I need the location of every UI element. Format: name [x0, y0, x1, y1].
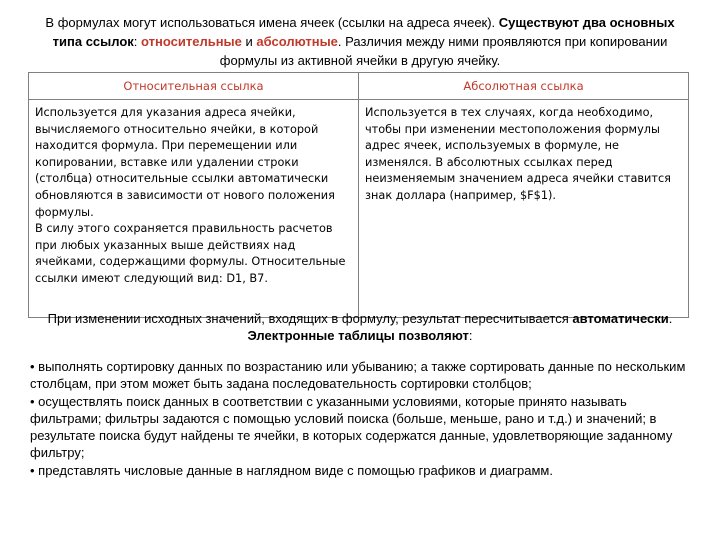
result-paragraph — [30, 310, 690, 344]
reference-types-table — [28, 72, 689, 318]
intro-bold-types: Существуют два основных типа ссылок — [52, 15, 675, 49]
table-row — [29, 100, 689, 318]
features-list — [30, 358, 700, 479]
cell-absolute — [359, 100, 689, 318]
intro-and: и — [241, 34, 257, 49]
header-absolute: Абсолютная ссылка — [359, 73, 689, 100]
absolute-description: Используется в тех случаях, когда необходимо, чтобы при изменении местоположения формулы адрес ячеек, используемых в формуле, не изменялся. В абсолютных ссылках перед неизменяемым значением адреса ячейки ставится знак доллара (например, $F$1). — [365, 106, 671, 202]
header-relative: Относительная ссылка — [29, 73, 359, 100]
intro-colon: : — [133, 34, 142, 49]
term-absolute: абсолютные — [256, 34, 338, 49]
table-header-row — [29, 73, 689, 100]
result-bold: автоматически — [572, 311, 669, 326]
relative-description-1: Используется для указания адреса ячейки, вычисляемого относительно ячейки, в которой находится формула. При перемещении или копировании, вставке или удалении строки (столбца) относительные ссылки автоматически обновляются в зависимости от нового положения формулы. — [35, 106, 335, 219]
features-heading: Электронные таблицы позволяют — [247, 328, 469, 343]
list-item: • выполнять сортировку данных по возрастанию или убыванию; а также сортировать данные по нескольким столбцам, при этом может быть задана последовательность сортировки столбцов; — [30, 359, 686, 392]
cell-relative — [29, 100, 359, 318]
intro-text-2: . Различия между ними проявляются при копировании формулы из активной ячейки в другую ячейку. — [219, 34, 668, 68]
intro-paragraph — [30, 13, 690, 70]
list-item: • осуществлять поиск данных в соответствии с указанными условиями, которые принято называть фильтрами; фильтры задаются с помощью условий поиска (больше, меньше, рано и т.д.) и значений; в результате поиска будут найдены те ячейки, в которых содержатся данные, удовлетворяющие заданному фильтру; — [30, 393, 673, 461]
intro-text-1: В формулах могут использоваться имена ячеек (ссылки на адреса ячеек). — [45, 15, 499, 30]
result-end: . — [668, 311, 673, 326]
result-text: При изменении исходных значений, входящих в формулу, результат пересчитывается — [47, 311, 573, 326]
relative-description-2: В силу этого сохраняется правильность расчетов при любых указанных выше действиях над ячейками, содержащими формулы. Относительные ссылки имеют следующий вид: D1, B7. — [35, 222, 346, 285]
term-relative: относительные — [141, 34, 242, 49]
features-heading-colon: : — [468, 328, 473, 343]
list-item: • представлять числовые данные в наглядном виде с помощью графиков и диаграмм. — [30, 462, 553, 478]
